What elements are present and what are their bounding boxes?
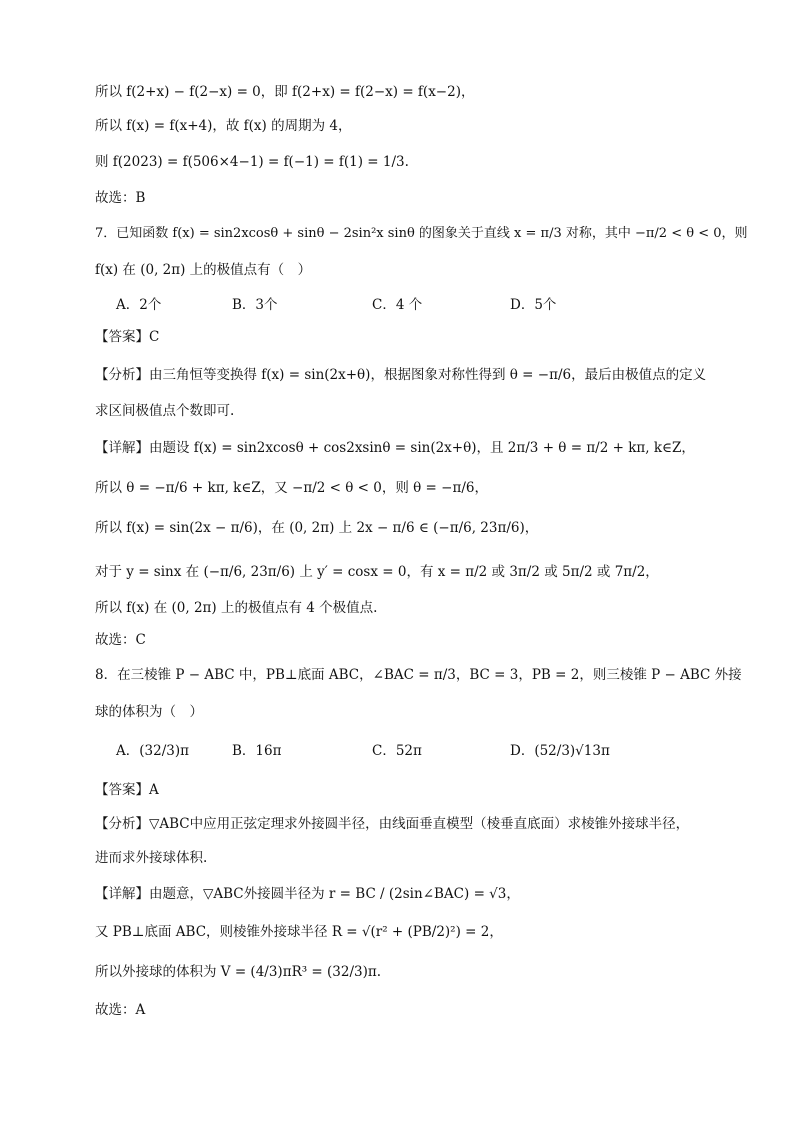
question-7-stem: 7．已知函数 f(x) = sin2xcosθ + sinθ − 2sin²x sinθ 的图象关于直线 x = π/3 对称，其中 −π/2 < θ < 0，则 bbox=[95, 226, 748, 241]
q7-option-c: C．4 个 bbox=[372, 297, 423, 313]
q7-option-d: D．5个 bbox=[510, 297, 557, 313]
q7-option-b: B．3个 bbox=[232, 297, 278, 313]
detail-text: 对于 y = sinx 在 (−π/6, 23π/6) 上 y′ = cosx = 0，有 x = π/2 或 3π/2 或 5π/2 或 7π/2， bbox=[95, 564, 659, 580]
text-line: 所以 f(2+x) − f(2−x) = 0，即 f(2+x) = f(2−x) = f(x−2)， bbox=[95, 84, 475, 100]
question-8-stem-cont: 球的体积为（ ） bbox=[95, 704, 203, 720]
answer-label: 【答案】A bbox=[95, 782, 159, 798]
conclusion-text: 故选：A bbox=[95, 1002, 146, 1018]
detail-text: 【详解】由题设 f(x) = sin2xcosθ + cos2xsinθ = sin(2x+θ)，且 2π/3 + θ = π/2 + kπ, k∈Z， bbox=[95, 440, 695, 456]
detail-text: 所以 θ = −π/6 + kπ, k∈Z，又 −π/2 < θ < 0，则 θ = −π/6， bbox=[95, 480, 488, 496]
q8-option-b: B．16π bbox=[232, 743, 282, 759]
analysis-text: 【分析】由三角恒等变换得 f(x) = sin(2x+θ)，根据图象对称性得到 θ = −π/6，最后由极值点的定义 bbox=[95, 367, 707, 383]
q8-option-d: D．(52/3)√13π bbox=[510, 743, 610, 759]
detail-text: 【详解】由题意，▽ABC外接圆半径为 r = BC / (2sin∠BAC) = √3， bbox=[95, 886, 520, 902]
question-7-stem-cont: f(x) 在 (0, 2π) 上的极值点有（ ） bbox=[95, 262, 312, 278]
answer-label: 【答案】C bbox=[95, 329, 160, 345]
analysis-text-cont: 求区间极值点个数即可. bbox=[95, 403, 235, 419]
detail-text: 又 PB⊥底面 ABC，则棱锥外接球半径 R = √(r² + (PB/2)²) = 2， bbox=[95, 924, 503, 940]
analysis-text-cont: 进而求外接球体积. bbox=[95, 850, 208, 866]
analysis-text: 【分析】▽ABC中应用正弦定理求外接圆半径，由线面垂直模型（棱垂直底面）求棱锥外接球半径， bbox=[95, 816, 690, 832]
q8-option-c: C．52π bbox=[372, 743, 422, 759]
text-line: 故选：B bbox=[95, 190, 146, 206]
detail-text: 所以 f(x) 在 (0, 2π) 上的极值点有 4 个极值点. bbox=[95, 600, 378, 616]
q8-option-a: A．(32/3)π bbox=[116, 743, 189, 759]
detail-text: 所以外接球的体积为 V = (4/3)πR³ = (32/3)π. bbox=[95, 964, 382, 980]
conclusion-text: 故选：C bbox=[95, 632, 146, 648]
question-8-stem: 8．在三棱锥 P − ABC 中，PB⊥底面 ABC，∠BAC = π/3，BC = 3，PB = 2，则三棱锥 P − ABC 外接 bbox=[95, 667, 742, 683]
detail-text: 所以 f(x) = sin(2x − π/6)，在 (0, 2π) 上 2x − π/6 ∈ (−π/6, 23π/6)， bbox=[95, 520, 539, 536]
q7-option-a: A．2个 bbox=[116, 297, 162, 313]
text-line: 所以 f(x) = f(x+4)，故 f(x) 的周期为 4， bbox=[95, 118, 352, 134]
text-line: 则 f(2023) = f(506×4−1) = f(−1) = f(1) = 1/3. bbox=[95, 154, 409, 170]
